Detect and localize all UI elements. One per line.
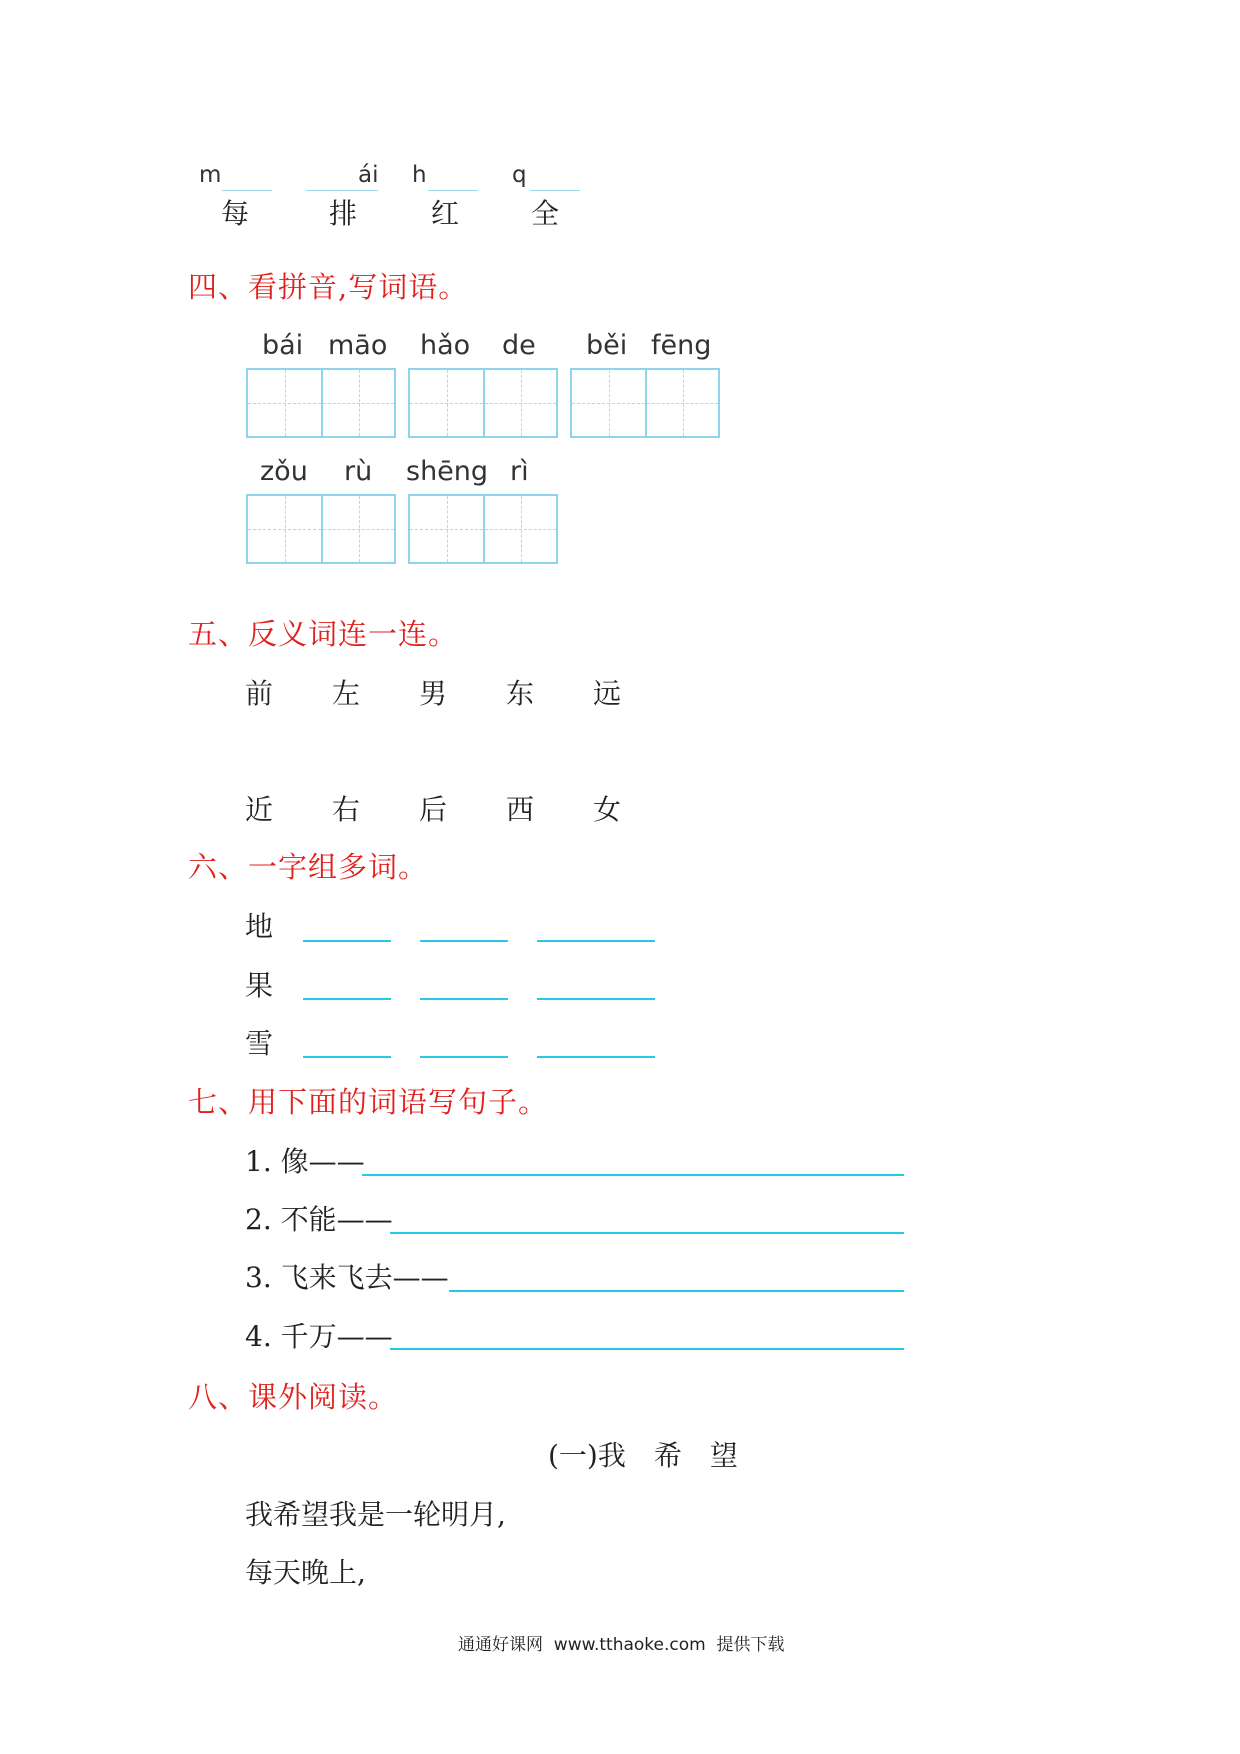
pinyin: běi bbox=[586, 330, 628, 361]
antonym-char[interactable]: 近 bbox=[245, 793, 274, 826]
antonym-char[interactable]: 远 bbox=[593, 677, 622, 710]
section7-heading: 七、用下面的词语写句子。 bbox=[188, 1085, 549, 1119]
answer-line[interactable] bbox=[303, 940, 391, 942]
char-pai: 排 bbox=[329, 197, 358, 230]
compound-char: 雪 bbox=[245, 1027, 274, 1060]
antonym-char[interactable]: 西 bbox=[506, 793, 535, 826]
pinyin-blank[interactable] bbox=[306, 190, 378, 191]
footer-text: 通通好课网 www.tthaoke.com 提供下载 bbox=[458, 1635, 785, 1655]
writing-grid[interactable] bbox=[408, 368, 558, 438]
pinyin: zǒu bbox=[260, 456, 308, 487]
pinyin: hǎo bbox=[420, 330, 471, 361]
sentence-answer-line[interactable] bbox=[390, 1232, 904, 1234]
compound-char: 果 bbox=[245, 969, 274, 1002]
section4-heading: 四、看拼音,写词语。 bbox=[188, 270, 469, 304]
answer-line[interactable] bbox=[420, 940, 508, 942]
section8-heading: 八、课外阅读。 bbox=[188, 1380, 399, 1414]
char-hong: 红 bbox=[431, 197, 460, 230]
antonym-char[interactable]: 右 bbox=[332, 793, 361, 826]
antonym-char[interactable]: 左 bbox=[332, 677, 361, 710]
pinyin-prefix-m: m bbox=[199, 162, 222, 188]
pinyin-blank[interactable] bbox=[222, 190, 272, 191]
antonym-char[interactable]: 男 bbox=[419, 677, 448, 710]
pinyin: de bbox=[502, 330, 536, 361]
antonym-char[interactable]: 女 bbox=[593, 793, 622, 826]
answer-line[interactable] bbox=[537, 1056, 655, 1058]
writing-grid[interactable] bbox=[570, 368, 720, 438]
writing-grid[interactable] bbox=[246, 368, 396, 438]
sentence-answer-line[interactable] bbox=[449, 1290, 904, 1292]
compound-char: 地 bbox=[245, 910, 274, 943]
sentence-prompt: 2. 不能—— bbox=[245, 1203, 393, 1236]
section5-heading: 五、反义词连一连。 bbox=[188, 617, 459, 651]
pinyin: fēng bbox=[651, 330, 712, 361]
char-quan: 全 bbox=[531, 197, 560, 230]
antonym-char[interactable]: 东 bbox=[506, 677, 535, 710]
pinyin-blank[interactable] bbox=[428, 190, 478, 191]
answer-line[interactable] bbox=[303, 998, 391, 1000]
pinyin: rì bbox=[510, 456, 529, 487]
pinyin: māo bbox=[328, 330, 388, 361]
section6-heading: 六、一字组多词。 bbox=[188, 850, 429, 884]
answer-line[interactable] bbox=[303, 1056, 391, 1058]
pinyin-prefix-h: h bbox=[412, 162, 427, 188]
writing-grid[interactable] bbox=[246, 494, 396, 564]
sentence-prompt: 1. 像—— bbox=[245, 1145, 365, 1178]
poem-line: 每天晚上, bbox=[245, 1556, 366, 1589]
pinyin-blank[interactable] bbox=[530, 190, 580, 191]
pinyin-prefix-q: q bbox=[512, 162, 527, 188]
answer-line[interactable] bbox=[537, 940, 655, 942]
pinyin-suffix-ai: ái bbox=[358, 162, 379, 188]
answer-line[interactable] bbox=[537, 998, 655, 1000]
antonym-char[interactable]: 前 bbox=[245, 677, 274, 710]
sentence-answer-line[interactable] bbox=[362, 1174, 904, 1176]
writing-grid[interactable] bbox=[408, 494, 558, 564]
sentence-prompt: 3. 飞来飞去—— bbox=[245, 1261, 449, 1294]
sentence-prompt: 4. 千万—— bbox=[245, 1320, 393, 1353]
answer-line[interactable] bbox=[420, 1056, 508, 1058]
poem-line: 我希望我是一轮明月, bbox=[245, 1498, 506, 1531]
antonym-char[interactable]: 后 bbox=[419, 793, 448, 826]
answer-line[interactable] bbox=[420, 998, 508, 1000]
char-mei: 每 bbox=[221, 197, 250, 230]
pinyin: bái bbox=[262, 330, 304, 361]
sentence-answer-line[interactable] bbox=[390, 1348, 904, 1350]
pinyin: shēng bbox=[406, 456, 489, 487]
poem-title: (一)我 希 望 bbox=[548, 1439, 738, 1472]
pinyin: rù bbox=[344, 456, 373, 487]
